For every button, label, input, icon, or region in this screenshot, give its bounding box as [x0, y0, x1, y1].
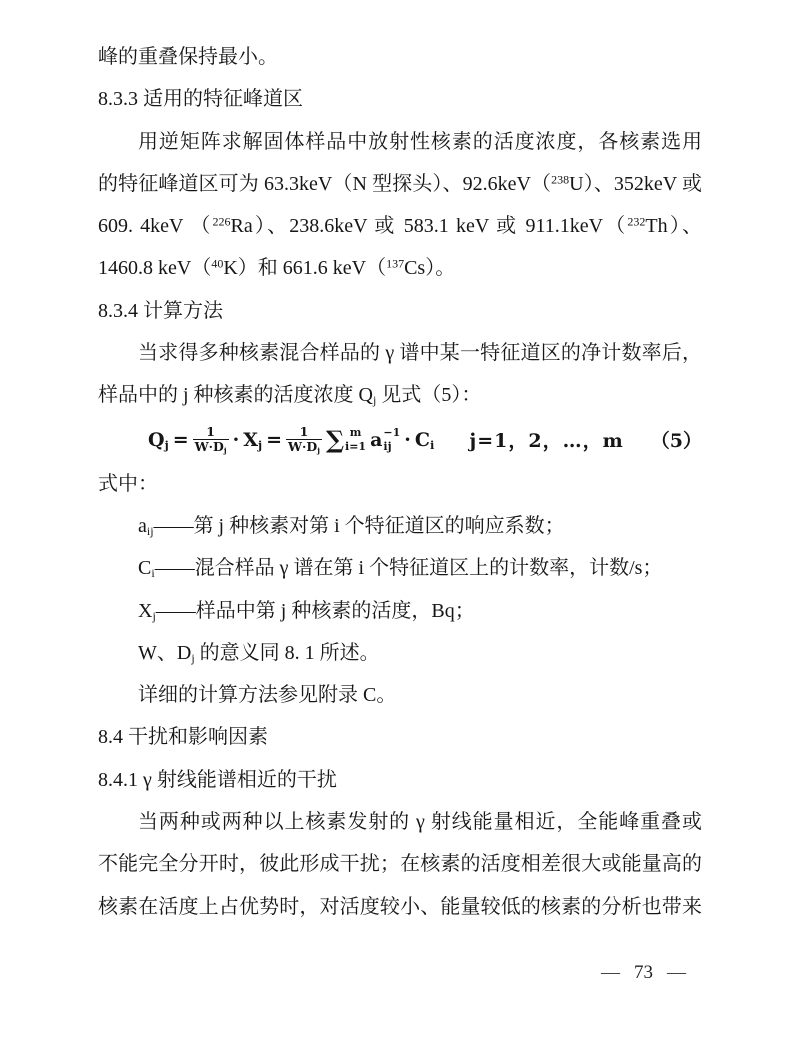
- text-run: 当两种或两种以上核素发射的 γ 射线能量相近，全能峰重叠或: [138, 811, 702, 834]
- text-run: C: [138, 557, 152, 580]
- paragraph-interference-line2: [98, 843, 702, 885]
- page-number-left-dash: —: [601, 962, 620, 983]
- a-subscript: ij: [383, 439, 392, 453]
- summation-upper-limit: m: [349, 426, 362, 440]
- dot-operator: ·: [232, 428, 240, 451]
- heading-8-3-4: [98, 290, 702, 332]
- c-term: $C_i$: [414, 428, 435, 452]
- sup-text: 137: [386, 256, 405, 271]
- equation-lhs: $Q_j$: [148, 428, 169, 452]
- paragraph-interference-line3: [98, 886, 702, 928]
- sup-text: 238: [551, 172, 570, 187]
- text-run: ——样品中第 j 种核素的活度，Bq；: [155, 599, 475, 622]
- summation-limits: [345, 426, 366, 452]
- heading-8-4: [98, 716, 702, 758]
- text-run: 1460.8 keV（: [98, 257, 212, 280]
- label-where: [98, 463, 702, 505]
- sup-text: 226: [212, 214, 231, 229]
- text-run: 8.4 干扰和影响因素: [98, 726, 268, 749]
- text-run: 8.3.4 计算方法: [98, 299, 223, 322]
- equation-body: [146, 425, 436, 455]
- definition-aij: [98, 505, 702, 547]
- paragraph-see-appendix: [98, 674, 702, 716]
- index-condition: j=1，2，…，m: [469, 430, 624, 453]
- dot-operator-2: ·: [404, 428, 411, 451]
- paragraph-calc-line1: [98, 332, 702, 374]
- text-run: K）和 661.6 keV（: [223, 257, 387, 280]
- x-term: $X_j$: [243, 428, 263, 452]
- summation: [326, 426, 366, 452]
- fraction-1-numerator: 1: [206, 423, 215, 439]
- summation-lower-limit: i=1: [345, 439, 367, 453]
- text-run: 用逆矩阵求解固体样品中放射性核素的活度浓度，各核素选用: [138, 130, 702, 153]
- sub-text: j: [373, 393, 377, 408]
- definition-ci: [98, 547, 702, 589]
- a-term: a −1 ij: [370, 426, 401, 453]
- text-run: 的意义同 8. 1 所述。: [194, 641, 380, 664]
- text-run: 的特征峰道区可为 63.3keV（N 型探头）、92.6keV（: [98, 172, 552, 195]
- paragraph-inverse-matrix-line3: [98, 205, 702, 247]
- text-run: 见式（5）：: [376, 384, 482, 407]
- text-run: Cs）。: [404, 257, 456, 280]
- sub-text: i: [151, 566, 155, 581]
- text-run: ——第 j 种核素对第 i 个特征道区的响应系数；: [153, 514, 565, 537]
- text-block: [98, 36, 702, 928]
- equation-number: （5）: [650, 430, 702, 453]
- fraction-2-den-subscript: j: [317, 446, 320, 456]
- text-run: ——混合样品 γ 谱在第 i 个特征道区上的计数率，计数/s；: [154, 557, 663, 580]
- text-run: W、D: [138, 641, 192, 664]
- text-run: X: [138, 599, 153, 622]
- text-run: 不能完全分开时，彼此形成干扰；在核素的活度相差很大或能量高的: [98, 853, 702, 876]
- text-run: 峰的重叠保持最小。: [98, 46, 278, 68]
- text-run: 核素在活度上占优势时，对活度较小、能量较低的核素的分析也带来: [98, 895, 702, 918]
- equals-sign: =: [172, 428, 189, 451]
- sub-text: j: [152, 608, 156, 623]
- fraction-1: [193, 425, 229, 455]
- heading-8-4-1: [98, 759, 702, 801]
- definition-xj: [98, 590, 702, 632]
- text-run: 当求得多种核素混合样品的 γ 谱中某一特征道区的净计数率后，: [138, 342, 702, 365]
- paragraph-inverse-matrix-line4: [98, 247, 702, 289]
- sigma-symbol: ∑: [325, 424, 345, 454]
- heading-8-3-3: [98, 78, 702, 120]
- text-run: U）、352keV 或: [569, 172, 702, 195]
- fraction-2-denominator: $W\cdot D_j$: [287, 439, 320, 456]
- text-run: 609. 4keV （: [98, 215, 213, 238]
- definition-w-dj: [98, 632, 702, 674]
- text-run: 8.3.3 适用的特征峰道区: [98, 88, 303, 111]
- a-superscript: −1: [383, 426, 401, 440]
- page-number-value: 73: [634, 962, 653, 983]
- text-run: a: [138, 514, 147, 537]
- text-run: Ra）、238.6keV 或 583.1 keV 或 911.1keV（: [230, 215, 628, 238]
- text-run: 8.4.1 γ 射线能谱相近的干扰: [98, 768, 337, 791]
- lhs-subscript: j: [164, 437, 169, 452]
- fraction-1-den-subscript: j: [223, 446, 227, 456]
- paragraph-calc-line2: [98, 374, 702, 416]
- equals-sign-2: =: [266, 428, 282, 451]
- page-number: [587, 962, 700, 984]
- a-term-scripts: [383, 426, 400, 452]
- x-subscript: j: [257, 437, 263, 452]
- sub-text: ij: [146, 523, 154, 538]
- paragraph-inverse-matrix-line2: [98, 163, 702, 205]
- paragraph-inverse-matrix-line1: [98, 121, 702, 163]
- page-number-right-dash: —: [667, 962, 686, 983]
- fraction-1-denominator: $W\cdot D_j$: [194, 439, 227, 456]
- text-run: 详细的计算方法参见附录 C。: [138, 684, 397, 707]
- paragraph-overlap-end: [98, 36, 702, 78]
- lines-before-formula: [98, 36, 702, 417]
- paragraph-interference-line1: [98, 801, 702, 843]
- fraction-2-numerator: 1: [299, 423, 309, 439]
- sup-text: 40: [211, 256, 224, 271]
- sub-text: j: [191, 650, 195, 665]
- text-run: 样品中的 j 种核素的活度浓度 Q: [98, 384, 373, 407]
- text-run: 式中：: [98, 472, 158, 495]
- equation-5: [146, 417, 702, 463]
- fraction-2: [286, 425, 322, 455]
- sup-text: 232: [627, 214, 646, 229]
- c-subscript: i: [430, 437, 435, 452]
- lines-after-formula: [98, 463, 702, 928]
- text-run: Th）、: [645, 215, 703, 238]
